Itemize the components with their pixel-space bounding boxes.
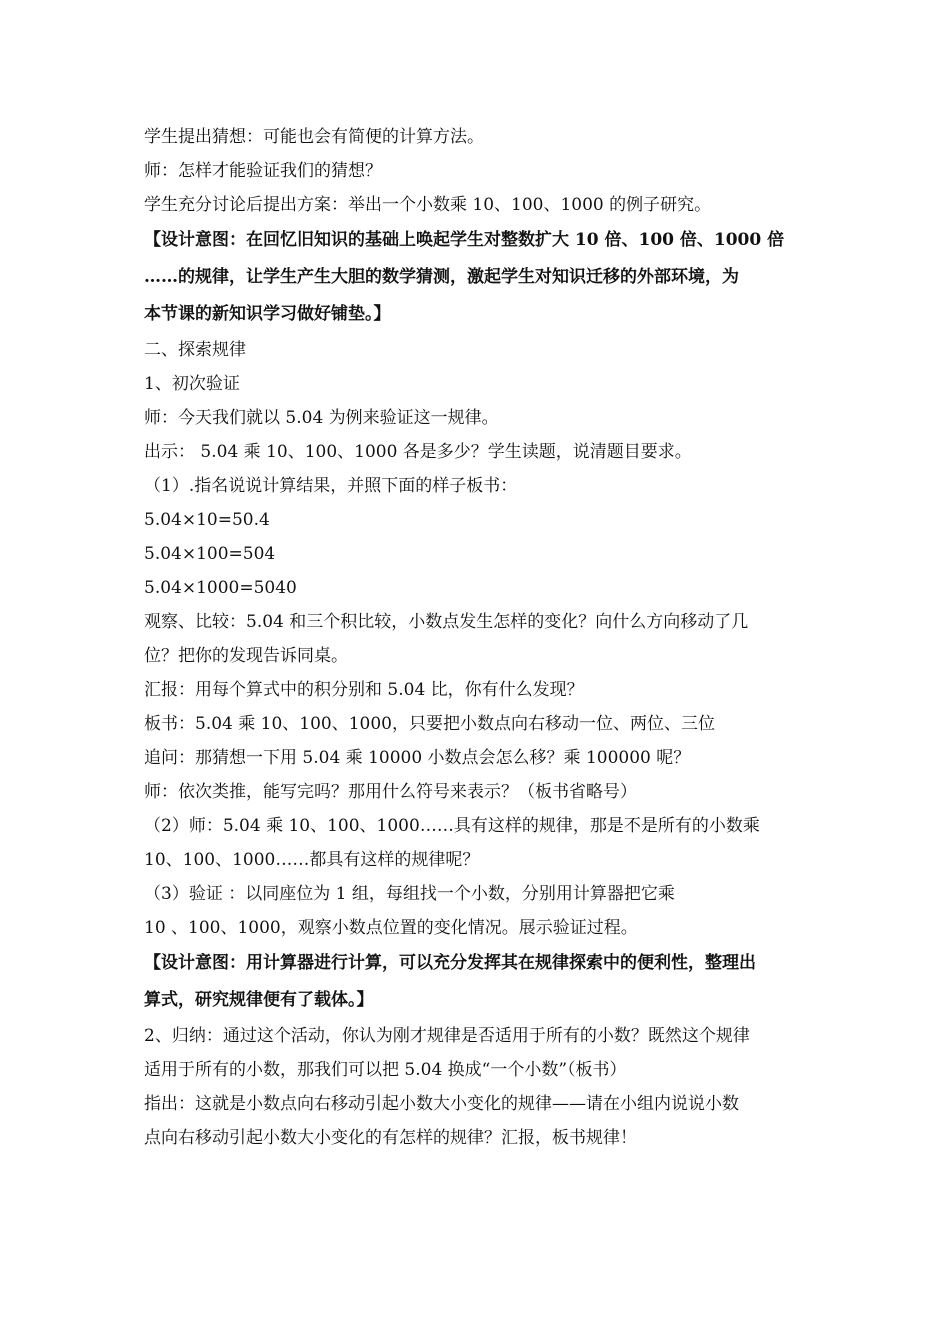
text-line: 适用于所有的小数，那我们可以把 5.04 换成“一个小数”（板书） bbox=[144, 1060, 627, 1080]
text-line: 板书：5.04 乘 10、100、1000，只要把小数点向右移动一位、两位、三位 bbox=[144, 714, 716, 734]
text-line: 出示： 5.04 乘 10、100、1000 各是多少？学生读题，说清题目要求。 bbox=[144, 442, 692, 462]
text-line: 学生充分讨论后提出方案：举出一个小数乘 10、100、1000 的例子研究。 bbox=[144, 195, 712, 215]
equation-line: 5.04×100=504 bbox=[144, 544, 276, 564]
design-intent-line: 【设计意图：用计算器进行计算，可以充分发挥其在规律探索中的便利性，整理出 bbox=[144, 953, 756, 973]
text-line: 指出：这就是小数点向右移动引起小数大小变化的规律——请在小组内说说小数 bbox=[144, 1094, 739, 1114]
text-line: 汇报：用每个算式中的积分别和 5.04 比，你有什么发现？ bbox=[144, 680, 584, 700]
text-line: （1）.指名说说计算结果，并照下面的样子板书： bbox=[144, 476, 518, 496]
text-line: 师：今天我们就以 5.04 为例来验证这一规律。 bbox=[144, 408, 499, 428]
text-line: 学生提出猜想：可能也会有简便的计算方法。 bbox=[144, 127, 484, 147]
text-line: 2、归纳：通过这个活动，你认为刚才规律是否适用于所有的小数？既然这个规律 bbox=[144, 1026, 750, 1046]
text-line: 师：依次类推，能写完吗？那用什么符号来表示？（板书省略号） bbox=[144, 782, 637, 802]
text-line: 追问：那猜想一下用 5.04 乘 10000 小数点会怎么移？乘 100000 呢？ bbox=[144, 748, 691, 768]
text-line: （2）师：5.04 乘 10、100、1000……具有这样的规律，那是不是所有的小数乘 bbox=[144, 816, 760, 836]
design-intent-line: 【设计意图：在回忆旧知识的基础上唤起学生对整数扩大 10 倍、100 倍、1000 倍 bbox=[144, 230, 785, 250]
text-line: 点向右移动引起小数大小变化的有怎样的规律？汇报，板书规律！ bbox=[144, 1128, 637, 1148]
text-line: 位？把你的发现告诉同桌。 bbox=[144, 646, 348, 666]
text-line: 10、100、1000……都具有这样的规律呢？ bbox=[144, 850, 480, 870]
subsection-heading: 1、初次验证 bbox=[144, 374, 240, 394]
design-intent-line: 算式，研究规律便有了载体。】 bbox=[144, 990, 374, 1010]
design-intent-line: 本节课的新知识学习做好铺垫。】 bbox=[144, 304, 391, 324]
section-heading: 二、探索规律 bbox=[144, 340, 246, 360]
text-line: 10 、100、1000，观察小数点位置的变化情况。展示验证过程。 bbox=[144, 918, 638, 938]
design-intent-line: ……的规律，让学生产生大胆的数学猜测，激起学生对知识迁移的外部环境，为 bbox=[144, 267, 739, 287]
equation-line: 5.04×1000=5040 bbox=[144, 578, 297, 598]
text-line: （3）验证 ：以同座位为 1 组，每组找一个小数，分别用计算器把它乘 bbox=[144, 884, 675, 904]
document-page bbox=[144, 120, 816, 1155]
equation-line: 5.04×10=50.4 bbox=[144, 510, 270, 530]
text-line: 观察、比较：5.04 和三个积比较，小数点发生怎样的变化？向什么方向移动了几 bbox=[144, 612, 749, 632]
text-line: 师：怎样才能验证我们的猜想？ bbox=[144, 161, 382, 181]
